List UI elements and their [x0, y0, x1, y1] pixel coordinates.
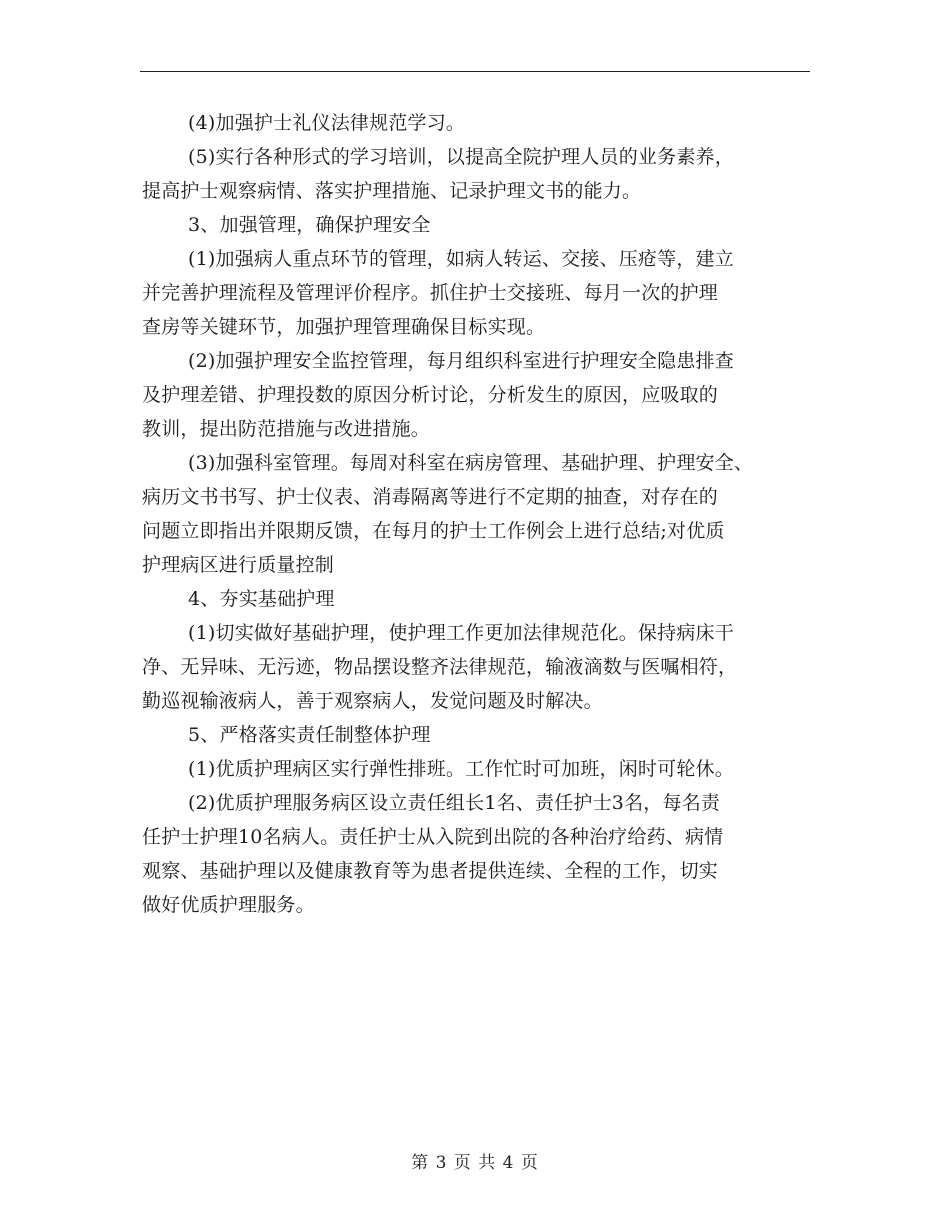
section-heading: 5、严格落实责任制整体护理	[188, 724, 431, 746]
text-line: (3)加强科室管理。每周对科室在病房管理、基础护理、护理安全、	[188, 452, 754, 474]
text-line: (4)加强护士礼仪法律规范学习。	[188, 112, 466, 134]
text-line: 提高护士观察病情、落实护理措施、记录护理文书的能力。	[142, 180, 642, 202]
text-line: 并完善护理流程及管理评价程序。抓住护士交接班、每月一次的护理	[142, 282, 719, 304]
text-line: 问题立即指出并限期反馈，在每月的护士工作例会上进行总结;对优质	[142, 520, 725, 542]
section-heading: 3、加强管理，确保护理安全	[188, 214, 431, 236]
text-line: 做好优质护理服务。	[142, 894, 315, 916]
section-heading: 4、夯实基础护理	[188, 588, 335, 610]
text-line: (1)切实做好基础护理，使护理工作更加法律规范化。保持病床干	[188, 622, 734, 644]
text-line: (1)加强病人重点环节的管理，如病人转运、交接、压疮等，建立	[188, 248, 734, 270]
text-line: 病历文书书写、护士仪表、消毒隔离等进行不定期的抽查，对存在的	[142, 486, 719, 508]
header-rule	[140, 71, 810, 72]
text-line: 勤巡视输液病人，善于观察病人，发觉问题及时解决。	[142, 690, 603, 712]
text-line: (5)实行各种形式的学习培训，以提高全院护理人员的业务素养，	[188, 146, 734, 168]
page-number: 第 3 页 共 4 页	[411, 1153, 539, 1173]
text-line: 任护士护理10名病人。责任护士从入院到出院的各种治疗给药、病情	[142, 826, 724, 848]
text-line: 观察、基础护理以及健康教育等为患者提供连续、全程的工作，切实	[142, 860, 719, 882]
text-line: 净、无异味、无污迹，物品摆设整齐法律规范，输液滴数与医嘱相符，	[142, 656, 738, 678]
text-line: 教训，提出防范措施与改进措施。	[142, 418, 431, 440]
text-line: (1)优质护理病区实行弹性排班。工作忙时可加班，闲时可轮休。	[188, 758, 734, 780]
text-line: (2)优质护理服务病区设立责任组长1名、责任护士3名，每名责	[188, 792, 721, 814]
text-line: (2)加强护理安全监控管理，每月组织科室进行护理安全隐患排查	[188, 350, 734, 372]
text-line: 及护理差错、护理投数的原因分析讨论，分析发生的原因，应吸取的	[142, 384, 719, 406]
text-line: 护理病区进行质量控制	[142, 554, 335, 576]
document-body	[142, 106, 842, 922]
text-line: 查房等关键环节，加强护理管理确保目标实现。	[142, 316, 546, 338]
